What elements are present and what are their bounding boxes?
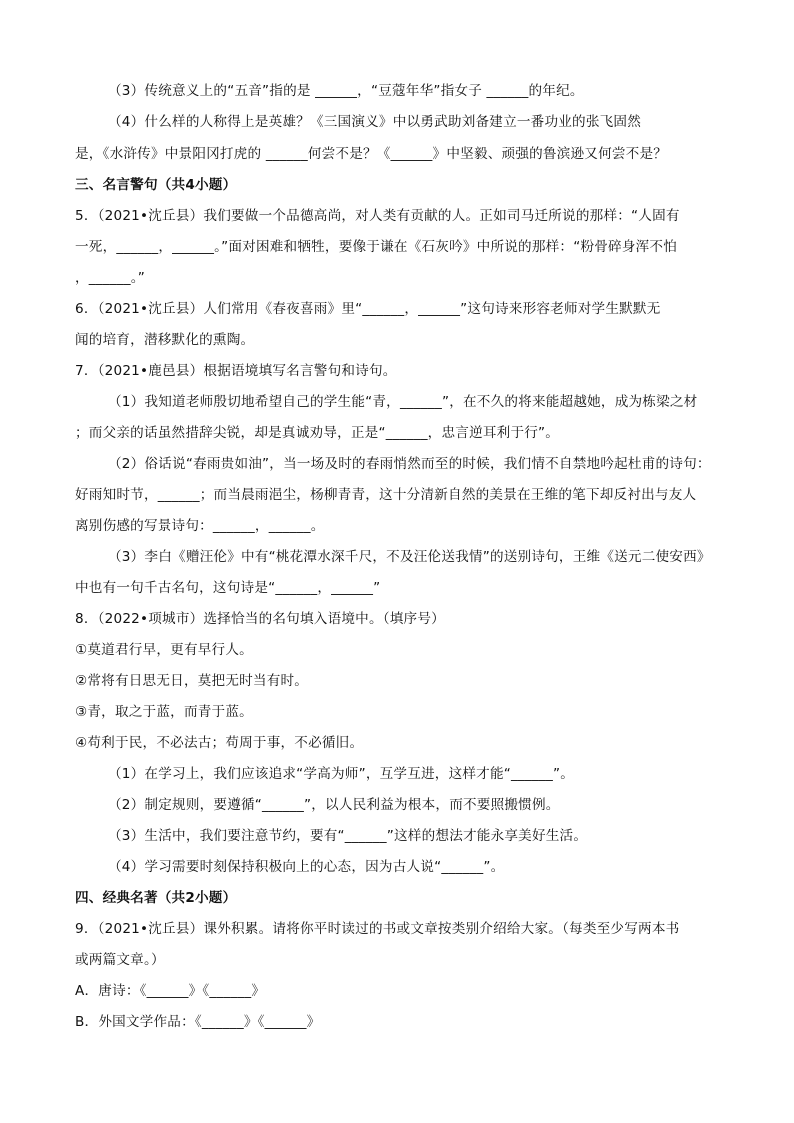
q8-sub3: （3）生活中，我们要注意节约，要有“______”这样的想法才能永享美好生活。: [108, 828, 588, 844]
q7-stem: 7．（2021•鹿邑县）根据语境填写名言警句和诗句。: [75, 363, 397, 379]
q4-sub4-line-1: （4）什么样的人称得上是英雄？《三国演义》中以勇武助刘备建立一番功业的张飞固然: [108, 114, 642, 130]
q5-line-2: 一死，______，______。”面对困难和牺牲，要像于谦在《石灰吟》中所说的那样：“粉骨碎身浑不怕: [75, 239, 678, 255]
q7-sub2-line-1: （2）俗话说“春雨贵如油”，当一场及时的春雨悄然而至的时候，我们情不自禁地吟起杜甫的诗句：: [108, 456, 711, 472]
q9-line-2: 或两篇文章。）: [75, 952, 165, 968]
q8-option-3: ③青，取之于蓝，而青于蓝。: [75, 704, 253, 720]
q8-option-1: ①莫道君行早，更有早行人。: [75, 642, 253, 658]
q7-sub2-line-3: 离别伤感的写景诗句：______，______。: [75, 518, 325, 534]
q6-line-1: 6．（2021•沈丘县）人们常用《春夜喜雨》里“______，______”这句诗来形容老师对学生默默无: [75, 301, 661, 317]
q9-item-a: A．唐诗：《______》《______》: [75, 983, 266, 999]
q8-option-2: ②常将有日思无日，莫把无时当有时。: [75, 673, 309, 689]
section-heading-famous-quotes: 三、名言警句（共4小题）: [75, 177, 237, 193]
q6-line-2: 闻的培育，潜移默化的熏陶。: [75, 332, 255, 348]
q5-line-3: ，______。”: [75, 270, 146, 286]
q8-stem: 8．（2022•项城市）选择恰当的名句填入语境中。（填序号）: [75, 611, 445, 627]
q7-sub1-line-1: （1）我知道老师殷切地希望自己的学生能“青，______”，在不久的将来能超越她，成为栋梁之材: [108, 394, 698, 410]
q7-sub3-line-1: （3）李白《赠汪伦》中有“桃花潭水深千尺，不及汪伦送我情”的送别诗句，王维《送元二使安西》: [108, 549, 711, 565]
q5-line-1: 5．（2021•沈丘县）我们要做一个品德高尚，对人类有贡献的人。正如司马迁所说的那样：“人固有: [75, 208, 680, 224]
q8-sub2: （2）制定规则，要遵循“______”，以人民利益为根本，而不要照搬惯例。: [108, 797, 560, 813]
q8-sub1: （1）在学习上，我们应该追求“学高为师”，互学互进，这样才能“______”。: [108, 766, 575, 782]
q4-sub3-line: （3）传统意义上的“五音”指的是 ______，“豆蔻年华”指女子 ______的年纪。: [108, 83, 584, 99]
q7-sub2-line-2: 好雨知时节，______；而当晨雨浥尘，杨柳青青，这十分清新自然的美景在王维的笔下却反衬出与友人: [75, 487, 697, 503]
section-heading-classic-works: 四、经典名著（共2小题）: [75, 890, 237, 906]
q4-sub4-line-2: 是，《水浒传》中景阳冈打虎的 ______何尝不是？《______》中坚毅、顽强的鲁滨逊又何尝不是？: [75, 146, 668, 162]
q9-line-1: 9．（2021•沈丘县）课外积累。请将你平时读过的书或文章按类别介绍给大家。（每类至少写两本书: [75, 921, 680, 937]
q7-sub1-line-2: ；而父亲的话虽然措辞尖锐，却是真诚劝导，正是“______，忠言逆耳利于行”。: [75, 425, 560, 441]
q7-sub3-line-2: 中也有一句千古名句，这句诗是“______，______”: [75, 580, 381, 596]
q9-item-b: B．外国文学作品：《______》《______》: [75, 1014, 321, 1030]
q8-option-4: ④苟利于民，不必法古；苟周于事，不必循旧。: [75, 735, 364, 751]
q8-sub4: （4）学习需要时刻保持积极向上的心态，因为古人说“______”。: [108, 859, 505, 875]
